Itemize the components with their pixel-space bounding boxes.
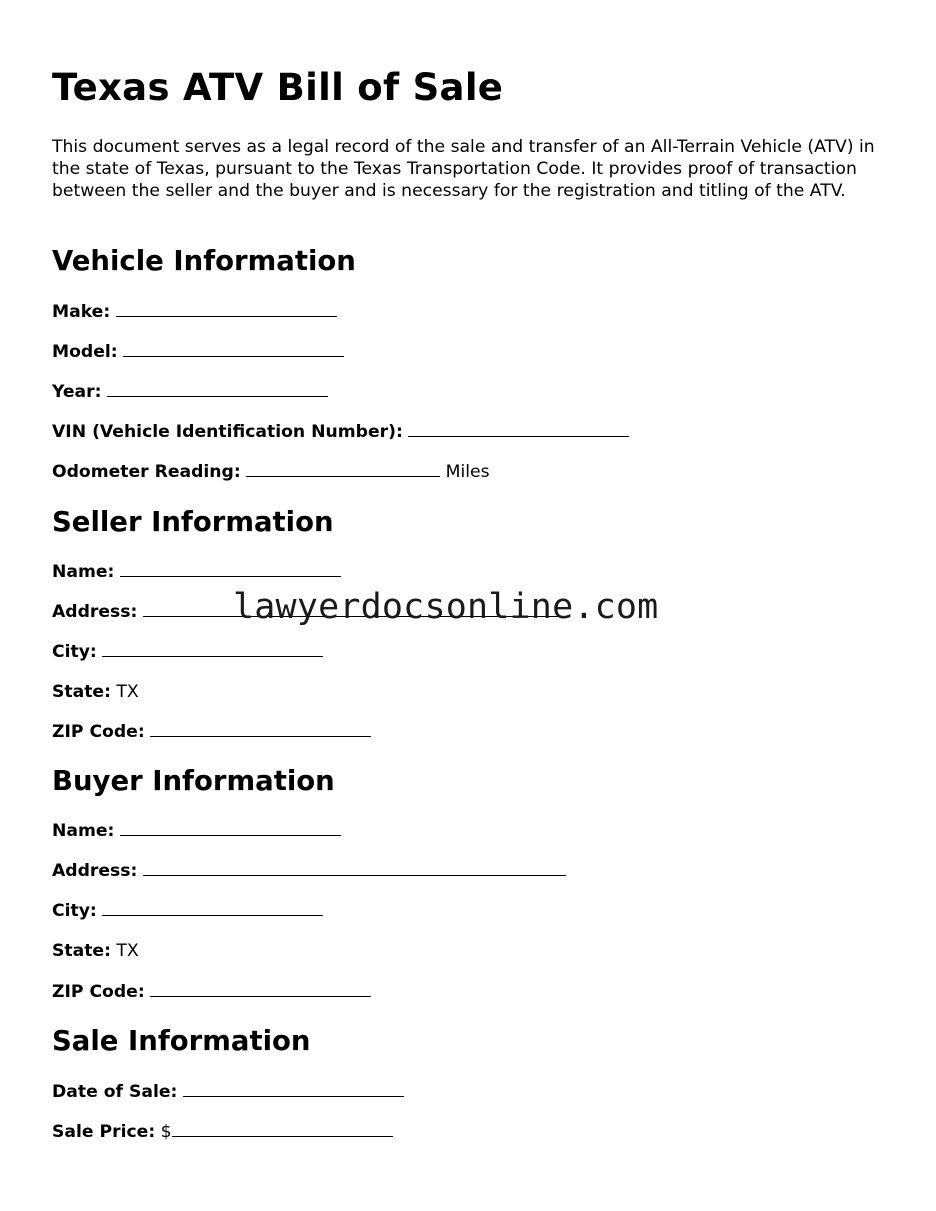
buyer-city-blank[interactable] <box>102 901 323 916</box>
seller-state-field <box>52 681 139 703</box>
seller-city-field <box>52 641 323 663</box>
seller-name-field <box>52 561 341 583</box>
vin-field <box>52 421 629 443</box>
vehicle-heading: Vehicle Information <box>52 245 356 277</box>
sale-price-label: Sale Price: <box>52 1122 156 1142</box>
seller-zip-blank[interactable] <box>150 722 371 737</box>
seller-name-label: Name: <box>52 562 115 582</box>
model-field <box>52 341 344 363</box>
seller-zip-label: ZIP Code: <box>52 722 145 742</box>
seller-state-value: TX <box>116 682 139 702</box>
sale-date-field <box>52 1081 404 1103</box>
make-label: Make: <box>52 302 111 322</box>
buyer-state-value: TX <box>116 941 139 961</box>
model-blank[interactable] <box>123 342 344 357</box>
seller-heading: Seller Information <box>52 506 334 538</box>
buyer-state-label: State: <box>52 941 111 961</box>
buyer-zip-field <box>52 981 371 1003</box>
sale-heading: Sale Information <box>52 1025 311 1057</box>
sale-price-blank[interactable] <box>172 1122 393 1137</box>
buyer-name-label: Name: <box>52 821 115 841</box>
odometer-field <box>52 461 490 483</box>
buyer-zip-label: ZIP Code: <box>52 982 145 1002</box>
odometer-label: Odometer Reading: <box>52 462 241 482</box>
seller-city-blank[interactable] <box>102 642 323 657</box>
buyer-state-field <box>52 940 139 962</box>
odometer-blank[interactable] <box>246 462 440 477</box>
year-label: Year: <box>52 382 102 402</box>
document-title: Texas ATV Bill of Sale <box>52 66 504 109</box>
make-blank[interactable] <box>116 302 337 317</box>
model-label: Model: <box>52 342 118 362</box>
buyer-city-field <box>52 900 323 922</box>
intro-paragraph: This document serves as a legal record of the sale and transfer of an All-Terrain Vehicle (ATV) in the state of Texas, pursuant to the Texas Transportation Code. It provides proof of transaction between the seller and the buyer and is necessary for the registration and titling of the ATV. <box>52 137 875 201</box>
sale-date-label: Date of Sale: <box>52 1082 178 1102</box>
currency-symbol: $ <box>160 1122 172 1142</box>
sale-price-field <box>52 1121 393 1143</box>
vin-label: VIN (Vehicle Identification Number): <box>52 422 403 442</box>
buyer-name-field <box>52 820 341 842</box>
seller-state-label: State: <box>52 682 111 702</box>
buyer-address-label: Address: <box>52 861 138 881</box>
buyer-name-blank[interactable] <box>120 821 341 836</box>
year-field <box>52 381 328 403</box>
year-blank[interactable] <box>107 382 328 397</box>
seller-address-label: Address: <box>52 602 138 622</box>
buyer-address-blank[interactable] <box>143 861 566 876</box>
buyer-address-field <box>52 860 566 882</box>
make-field <box>52 301 337 323</box>
seller-name-blank[interactable] <box>120 562 341 577</box>
seller-zip-field <box>52 721 371 743</box>
buyer-heading: Buyer Information <box>52 765 335 797</box>
buyer-zip-blank[interactable] <box>150 982 371 997</box>
odometer-unit: Miles <box>445 462 490 482</box>
buyer-city-label: City: <box>52 901 97 921</box>
vin-blank[interactable] <box>408 422 629 437</box>
sale-date-blank[interactable] <box>183 1082 404 1097</box>
seller-city-label: City: <box>52 642 97 662</box>
watermark-text: lawyerdocsonline.com <box>233 587 659 627</box>
